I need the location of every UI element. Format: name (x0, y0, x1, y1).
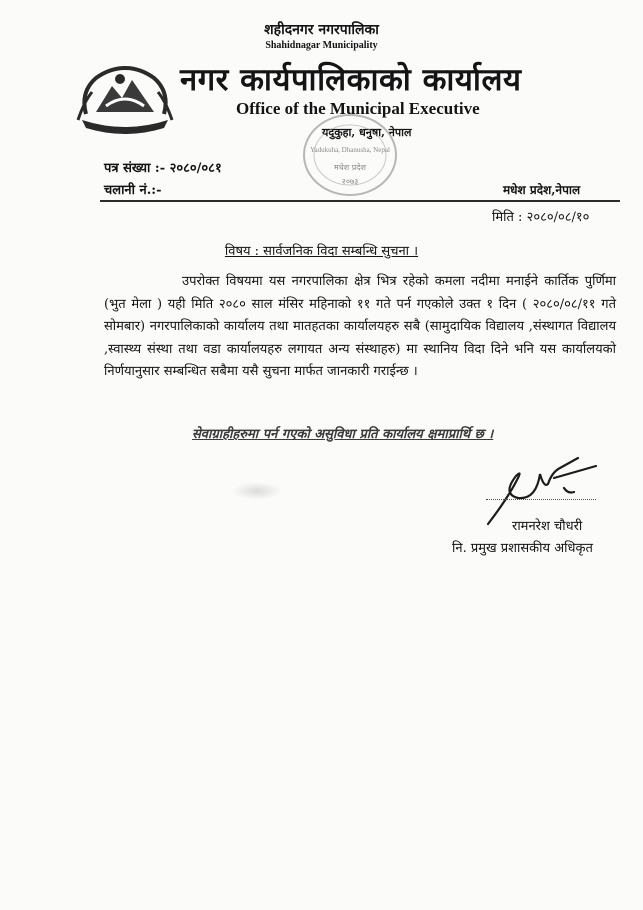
notice-date: मिति : २०८०/०८/१० (492, 210, 590, 225)
letter-number: पत्र संख्या :- २०८०/०८१ (104, 161, 222, 176)
office-title-nepali: नगर कार्यपालिकाको कार्यालय (180, 62, 522, 98)
nepal-emblem-icon (76, 62, 174, 138)
office-title-english: Office of the Municipal Executive (236, 99, 480, 118)
dispatch-number: चलानी नं.:- (104, 183, 162, 198)
signer-name: रामनरेश चौधरी (512, 519, 583, 534)
office-address: यदुकुहा, धनुषा, नेपाल (322, 126, 412, 139)
province-line: मधेश प्रदेश,नेपाल (503, 183, 581, 197)
stamp-line-2: मधेश प्रदेश (334, 163, 366, 172)
office-stamp-icon (300, 112, 400, 198)
municipality-name-english: Shahidnagar Municipality (265, 40, 378, 51)
notice-subject: विषय : सार्वजनिक विदा सम्बन्धि सुचना । (224, 244, 419, 259)
paper-smudge (232, 482, 282, 500)
apology-line: सेवाग्राहीहरुमा पर्न गएको असुविधा प्रति कार्यालय क्षमाप्रार्थि छ । (192, 427, 494, 442)
signer-title: नि. प्रमुख प्रशासकीय अधिकृत (452, 541, 593, 556)
header-divider (100, 200, 620, 202)
signature-line (486, 499, 596, 500)
stamp-line-1: Yadukuha, Dhanusha, Nepal (310, 146, 390, 154)
municipality-name-nepali: शहीदनगर नगरपालिका (264, 22, 379, 38)
notice-body: उपरोक्त विषयमा यस नगरपालिका क्षेत्र भित्र रहेको कमला नदीमा मनाईने कार्तिक पुर्णिमा (भुत मेला ) यही मिति २०८० साल मंसिर महिनाको ११ गते पर्न गएकोले उक्त १ दिन ( २०८०/०८/११ गते सोमबार) नगरपालिकाको कार्यालय तथा मातहतका कार्यालयहरु सबै (सामुदायिक विद्यालय ,संस्थागत विद्यालय ,स्वास्थ्य संस्था तथा वडा कार्यालयहरु लगायत अन्य संस्थाहरु) मा स्थानिय विदा दिने भनि यस कार्यालयको निर्णयानुसार सम्बन्धित सबैमा यसै सुचना मार्फत जानकारी गराईन्छ । (104, 274, 616, 379)
stamp-line-3: २०७३ (341, 177, 359, 186)
